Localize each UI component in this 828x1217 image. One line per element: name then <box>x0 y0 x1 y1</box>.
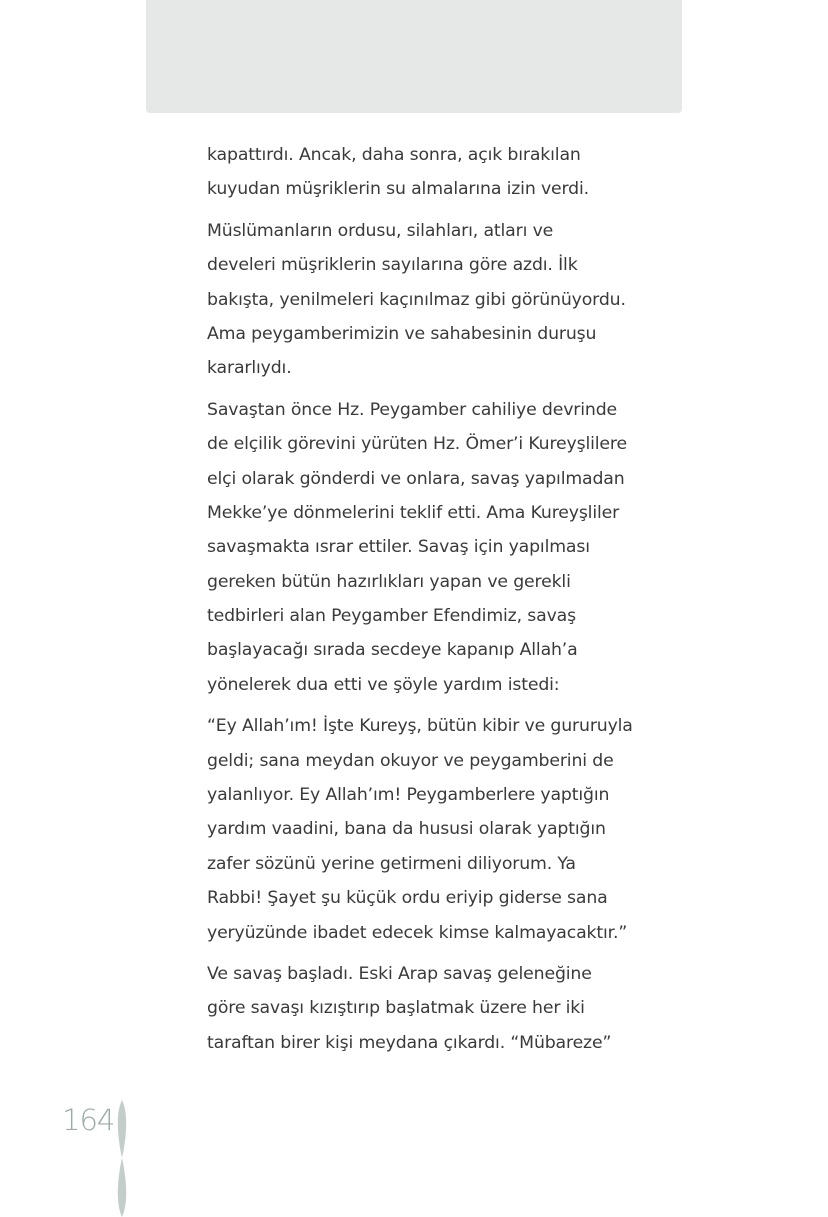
paragraph <box>207 709 647 950</box>
page-number: 164 <box>62 1103 115 1137</box>
text-line: Ve savaş başladı. Eski Arap savaş geleneğine <box>207 963 592 984</box>
text-line: Müslümanların ordusu, silahları, atları ve <box>207 220 554 241</box>
text-line: yalanlıyor. Ey Allah’ım! Peygamberlere yaptığın <box>207 785 610 806</box>
text-line: bakışta, yenilmeleri kaçınılmaz gibi görünüyordu. <box>207 289 626 310</box>
text-line: başlayacağı sırada secdeye kapanıp Allah’a <box>207 640 578 661</box>
paragraph <box>207 393 647 703</box>
text-line: taraftan birer kişi meydana çıkardı. “Mübareze” <box>207 1032 612 1053</box>
text-line: geldi; sana meydan okuyor ve peygamberini de <box>207 750 614 771</box>
text-line: Mekke’ye dönmelerini teklif etti. Ama Kureyşliler <box>207 502 620 523</box>
text-line: zafer sözünü yerine getirmeni diliyorum. Ya <box>207 853 576 874</box>
header-image-placeholder <box>146 0 682 113</box>
paragraph <box>207 214 647 386</box>
text-line: yönelerek dua etti ve şöyle yardım istedi: <box>207 674 560 695</box>
paragraph <box>207 957 647 1060</box>
page-ornament-icon <box>112 1100 132 1217</box>
body-text <box>207 138 647 1067</box>
text-line: kararlıydı. <box>207 358 292 379</box>
text-line: “Ey Allah’ım! İşte Kureyş, bütün kibir ve gururuyla <box>207 716 633 737</box>
text-line: yeryüzünde ibadet edecek kimse kalmayacaktır.” <box>207 922 628 943</box>
paragraph <box>207 138 647 207</box>
text-line: Ama peygamberimizin ve sahabesinin duruşu <box>207 323 597 344</box>
text-line: Savaştan önce Hz. Peygamber cahiliye devrinde <box>207 399 617 420</box>
text-line: yardım vaadini, bana da hususi olarak yaptığın <box>207 819 606 840</box>
text-line: kapattırdı. Ancak, daha sonra, açık bırakılan <box>207 145 581 165</box>
text-line: de elçilik görevini yürüten Hz. Ömer’i Kureyşlilere <box>207 434 627 455</box>
text-line: Rabbi! Şayet şu küçük ordu eriyip giderse sana <box>207 888 608 909</box>
text-line: elçi olarak gönderdi ve onlara, savaş yapılmadan <box>207 468 625 489</box>
text-line: tedbirleri alan Peygamber Efendimiz, savaş <box>207 606 576 627</box>
text-line: gereken bütün hazırlıkları yapan ve gerekli <box>207 571 571 592</box>
text-line: savaşmakta ısrar ettiler. Savaş için yapılması <box>207 537 590 558</box>
text-line: kuyudan müşriklerin su almalarına izin verdi. <box>207 179 589 200</box>
text-line: göre savaşı kızıştırıp başlatmak üzere her iki <box>207 998 585 1019</box>
text-line: develeri müşriklerin sayılarına göre azdı. İlk <box>207 255 578 276</box>
